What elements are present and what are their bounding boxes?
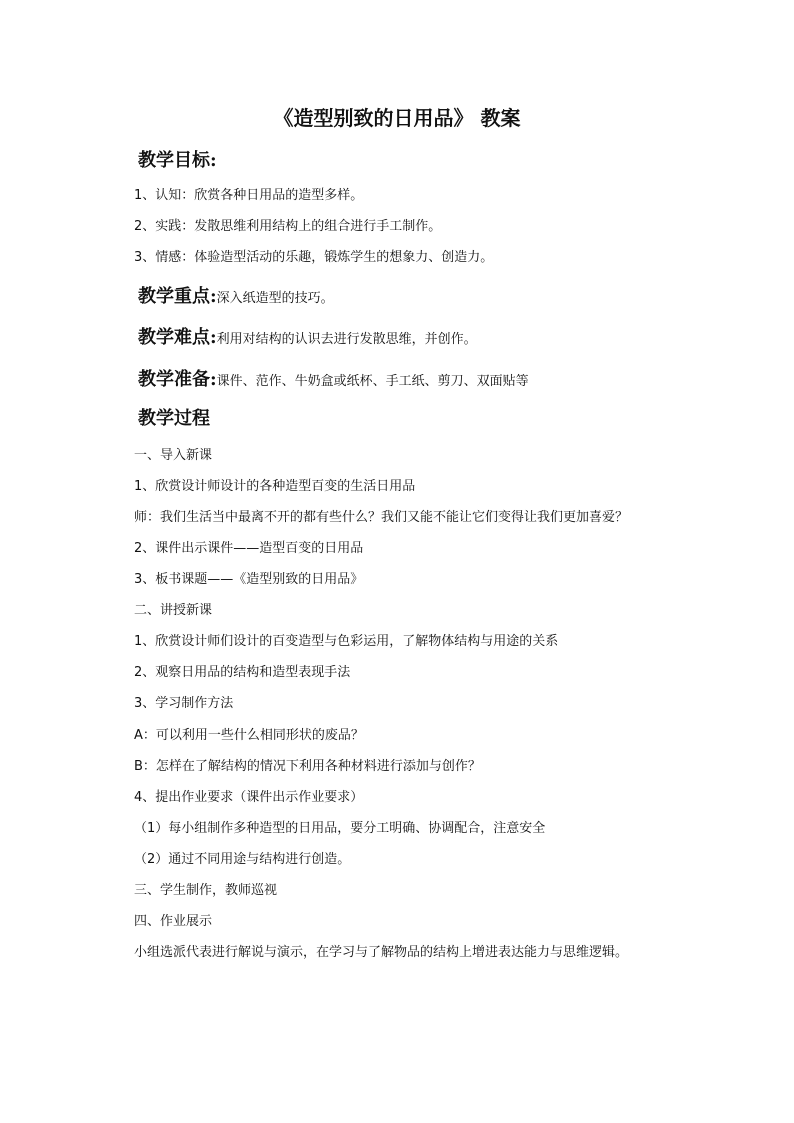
process-line: 二、讲授新课 [134,603,213,618]
process-line: 四、作业展示 [134,914,213,929]
document-title: 《造型别致的日用品》 教案 [273,106,521,130]
process-line: 3、学习制作方法 [134,696,234,711]
process-line: 小组选派代表进行解说与演示，在学习与了解物品的结构上增进表达能力与思维逻辑。 [134,945,629,960]
process-line: 4、提出作业要求（课件出示作业要求） [134,790,364,805]
difficulty-value: 利用对结构的认识去进行发散思维，并创作。 [216,332,477,347]
process-line: 1、欣赏设计师们设计的百变造型与色彩运用，了解物体结构与用途的关系 [134,634,559,649]
key-point-value: 深入纸造型的技巧。 [216,291,334,306]
key-point-heading: 教学重点: [138,286,217,307]
difficulty-row [138,325,477,353]
objectives-heading: 教学目标: [138,150,217,171]
process-line: （1）每小组制作多种造型的日用品，要分工明确、协调配合，注意安全 [134,821,546,836]
process-line: 2、观察日用品的结构和造型表现手法 [134,665,351,680]
process-line: 3、板书课题——《造型别致的日用品》 [134,572,364,587]
objective-item: 1、认知：欣赏各种日用品的造型多样。 [134,188,364,203]
process-line: 一、导入新课 [134,448,213,463]
process-heading: 教学过程 [138,408,210,429]
process-line: B：怎样在了解结构的情况下利用各种材料进行添加与创作？ [134,759,481,774]
objective-item: 3、情感：体验造型活动的乐趣，锻炼学生的想象力、创造力。 [134,250,494,265]
preparation-row [138,367,529,395]
key-point-row [138,284,334,312]
process-line: （2）通过不同用途与结构进行创造。 [134,852,351,867]
difficulty-heading: 教学难点: [138,327,217,348]
process-line: 师：我们生活当中最离不开的都有些什么？我们又能不能让它们变得让我们更加喜爱？ [134,510,629,525]
preparation-value: 课件、范作、牛奶盒或纸杯、手工纸、剪刀、双面贴等 [216,374,529,389]
objective-item: 2、实践：发散思维利用结构上的组合进行手工制作。 [134,219,442,234]
process-line: 三、学生制作，教师巡视 [134,883,278,898]
process-line: 2、课件出示课件——造型百变的日用品 [134,541,364,556]
process-line: 1、欣赏设计师设计的各种造型百变的生活日用品 [134,479,416,494]
process-line: A：可以利用一些什么相同形状的废品？ [134,728,364,743]
preparation-heading: 教学准备: [138,369,217,390]
